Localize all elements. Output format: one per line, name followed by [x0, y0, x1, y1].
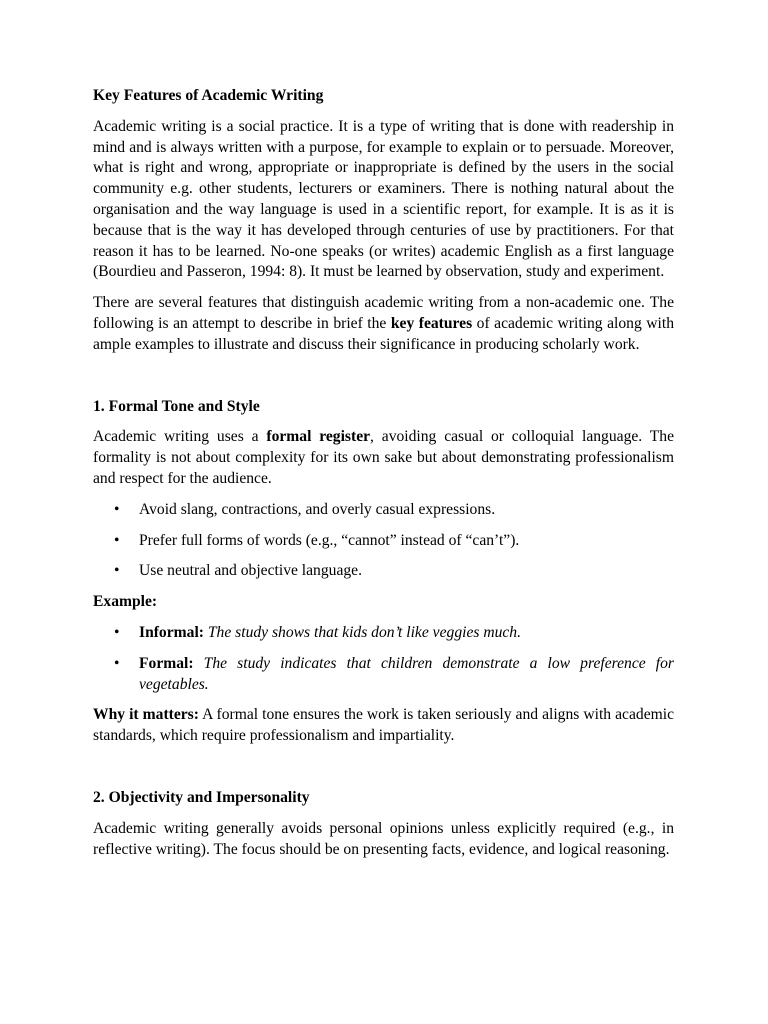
bullet-icon: •: [114, 562, 120, 580]
list-item: [93, 500, 674, 521]
section-1-text-end: , avoiding casual or colloquial language. The formality is not about complexity for its own sake but about demonstrating professionalism and respect for the audience.: [93, 428, 674, 487]
section-1-heading: 1. Formal Tone and Style: [93, 397, 260, 415]
intro-paragraph-2: [93, 293, 674, 355]
list-item-text: Use neutral and objective language.: [139, 562, 362, 580]
list-item: [93, 561, 674, 582]
example-list: [93, 623, 674, 695]
bullet-icon: •: [114, 531, 120, 549]
list-item-text: Prefer full forms of words (e.g., “cannot” instead of “can’t”).: [139, 531, 520, 549]
section-2-paragraph: Academic writing generally avoids personal opinions unless explicitly required (e.g., in reflective writing). The focus should be on presenting facts, evidence, and logical reasoning.: [93, 819, 674, 858]
bullet-icon: •: [114, 623, 120, 641]
section-1-text: Academic writing uses a: [93, 428, 267, 446]
intro-paragraph-1: Academic writing is a social practice. It is a type of writing that is done with readership in mind and is always written with a purpose, for example to explain or to persuade. Moreover, what is right and wrong, appropriate or inappropriate is defined by the users in the social community e.g. other students, lecturers or examiners. There is nothing natural about the organisation and the way language is used in a scientific report, for example. It is as it is because that is the way it has developed through centuries of use by practitioners. For that reason it has to be learned. No-one speaks (or writes) academic English as a first language (Bourdieu and Passeron, 1994: 8). It must be learned by observation, study and experiment.: [93, 117, 674, 281]
intro-p2-text: There are several features that distinguish academic writing from a non-academic one. The following is an attempt to describe in brief the: [93, 294, 674, 332]
example-informal-text: The study shows that kids don’t like veggies much.: [207, 623, 522, 641]
list-item-text: Avoid slang, contractions, and overly casual expressions.: [139, 500, 496, 518]
document-body: [93, 86, 674, 860]
why-it-matters-paragraph: [93, 705, 674, 747]
section-1-paragraph: [93, 427, 674, 489]
example-informal-label: Informal:: [139, 623, 204, 641]
example-label-paragraph: [93, 592, 674, 613]
list-item: [93, 531, 674, 552]
bullet-icon: •: [114, 654, 120, 672]
example-label: Example:: [93, 593, 158, 611]
why-text: A formal tone ensures the work is taken seriously and aligns with academic standards, which require professionalism and impartiality.: [93, 706, 674, 745]
section-1-bold: formal register: [266, 428, 371, 446]
intro-p2-bold: key features: [390, 314, 473, 332]
example-formal-label: Formal:: [139, 654, 194, 672]
section-2-heading: 2. Objectivity and Impersonality: [93, 788, 310, 806]
example-formal-text: The study indicates that children demonstrate a low preference for vegetables.: [139, 654, 674, 693]
intro-p2-text-end: of academic writing along with ample examples to illustrate and discuss their significance in producing scholarly work.: [93, 314, 674, 353]
list-item: [93, 623, 674, 644]
section-1-bullet-list: [93, 500, 674, 582]
document-title: Key Features of Academic Writing: [93, 87, 324, 104]
why-label: Why it matters:: [93, 706, 199, 724]
list-item: [93, 654, 674, 696]
bullet-icon: •: [114, 500, 120, 518]
